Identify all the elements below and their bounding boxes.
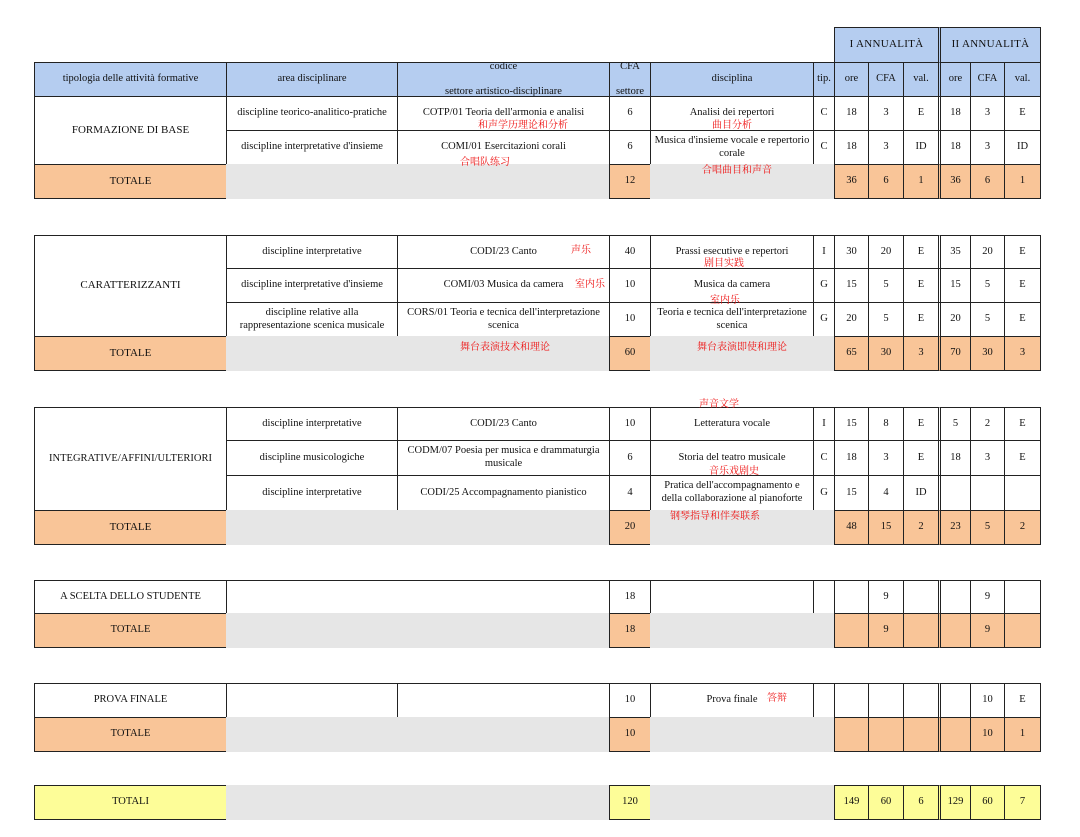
row-y2-ore: 18: [938, 440, 971, 476]
totale-y2-cfa: 9: [970, 613, 1005, 648]
codice-cell: COMI/03 Musica da camera: [397, 268, 610, 303]
totale-y2-ore: 70: [938, 336, 971, 371]
totale-filler: [650, 717, 835, 752]
totale-y2-val: 2: [1004, 510, 1041, 545]
totale-filler: [226, 613, 610, 648]
header-ore-y1: ore: [834, 62, 869, 97]
totale-y2-ore: 23: [938, 510, 971, 545]
totale-y2-cfa: 30: [970, 336, 1005, 371]
disciplina-cell: Prova finale: [650, 683, 814, 718]
header-codice: [397, 62, 610, 97]
chinese-annotation: 合唱队练习: [460, 157, 510, 168]
totale-y1-ore: 48: [834, 510, 869, 545]
header-codice-line1: codice: [489, 60, 518, 72]
row-y1-ore: 15: [834, 475, 869, 511]
totale-cfa: 12: [609, 164, 651, 199]
tip-cell: I: [813, 235, 835, 269]
row-y1-ore: 18: [834, 440, 869, 476]
totali-y2-val: 7: [1004, 785, 1041, 820]
row-y2-val: E: [1004, 302, 1041, 337]
empty-cell: [226, 580, 610, 614]
chinese-annotation: 和声学历理论和分析: [478, 120, 568, 131]
header-cfa-line1: CFA: [620, 60, 640, 72]
totale-filler: [650, 613, 835, 648]
totali-y1-cfa: 60: [868, 785, 904, 820]
chinese-annotation: 舞台表演技术和理论: [460, 342, 550, 353]
header-val-y2: val.: [1004, 62, 1041, 97]
totale-y2-cfa: 5: [970, 510, 1005, 545]
row-y1-val: E: [903, 407, 939, 441]
tip-cell: C: [813, 130, 835, 165]
codice-cell: COTP/01 Teoria dell'armonia e analisi: [397, 96, 610, 131]
row-y1-cfa: 5: [868, 268, 904, 303]
disciplina-cell: Teoria e tecnica dell'interpretazione scenica: [650, 302, 814, 337]
codice-cell: CODI/25 Accompagnamento pianistico: [397, 475, 610, 511]
row-y2-val: E: [1004, 235, 1041, 269]
area-cell: discipline interpretative: [226, 407, 398, 441]
chinese-annotation: 合唱曲目和声音: [702, 165, 772, 176]
row-y2-cfa: 5: [970, 302, 1005, 337]
totali-y2-ore: 129: [938, 785, 971, 820]
totale-y1-ore: [834, 613, 869, 648]
totale-y2-cfa: 10: [970, 717, 1005, 752]
area-cell: discipline relative alla rappresentazione scenica musicale: [226, 302, 398, 337]
section-title: PROVA FINALE: [34, 683, 227, 718]
row-y1-val: E: [903, 235, 939, 269]
row-y2-ore: 18: [938, 96, 971, 131]
totale-y1-cfa: 6: [868, 164, 904, 199]
chinese-annotation: 声音文学: [699, 399, 739, 410]
row-y2-cfa: 10: [970, 683, 1005, 718]
section-title: FORMAZIONE DI BASE: [34, 96, 227, 165]
totale-y2-val: 3: [1004, 336, 1041, 371]
totali-filler: [650, 785, 835, 820]
chinese-annotation: 剧目实践: [704, 258, 744, 269]
totale-label: TOTALE: [34, 336, 227, 371]
totali-cfa: 120: [609, 785, 651, 820]
row-y2-cfa: [970, 475, 1005, 511]
totali-y2-cfa: 60: [970, 785, 1005, 820]
totale-label: TOTALE: [34, 613, 227, 648]
empty-cell: [813, 580, 835, 614]
header-annualita-2: II ANNUALITÀ: [938, 27, 1041, 63]
row-y2-cfa: 3: [970, 96, 1005, 131]
row-y1-ore: 20: [834, 302, 869, 337]
area-cell: discipline teorico-analitico-pratiche: [226, 96, 398, 131]
header-cfa-line2: settore: [616, 85, 644, 97]
codice-cell: CODI/23 Canto: [397, 235, 610, 269]
cfa-settore-cell: 6: [609, 96, 651, 131]
header-val-y1: val.: [903, 62, 939, 97]
row-y1-val: ID: [903, 130, 939, 165]
section-title: INTEGRATIVE/AFFINI/ULTERIORI: [34, 407, 227, 511]
disciplina-cell: Musica d'insieme vocale e repertorio corale: [650, 130, 814, 165]
totale-y1-cfa: 15: [868, 510, 904, 545]
totale-y1-ore: 36: [834, 164, 869, 199]
header-cfa-y2: CFA: [970, 62, 1005, 97]
chinese-annotation: 室内乐: [575, 279, 605, 290]
totale-label: TOTALE: [34, 510, 227, 545]
row-y1-cfa: 9: [868, 580, 904, 614]
totale-y1-cfa: 9: [868, 613, 904, 648]
row-y1-cfa: 8: [868, 407, 904, 441]
totale-y2-val: [1004, 613, 1041, 648]
row-y2-cfa: 20: [970, 235, 1005, 269]
row-y1-ore: 15: [834, 407, 869, 441]
totale-y2-ore: [938, 717, 971, 752]
totale-filler: [226, 717, 610, 752]
cfa-settore-cell: 6: [609, 130, 651, 165]
totali-filler: [226, 785, 610, 820]
row-y2-val: E: [1004, 268, 1041, 303]
row-y2-val: ID: [1004, 130, 1041, 165]
row-y1-val: E: [903, 96, 939, 131]
header-area: area disciplinare: [226, 62, 398, 97]
totale-label: TOTALE: [34, 717, 227, 752]
header-ore-y2: ore: [938, 62, 971, 97]
row-y2-val: E: [1004, 407, 1041, 441]
row-y1-ore: [834, 683, 869, 718]
cfa-settore-cell: 10: [609, 407, 651, 441]
row-y2-val: [1004, 580, 1041, 614]
totale-y2-val: 1: [1004, 164, 1041, 199]
row-y1-cfa: 3: [868, 96, 904, 131]
chinese-annotation: 声乐: [571, 245, 591, 256]
tip-cell: G: [813, 302, 835, 337]
empty-cell: [397, 683, 610, 718]
chinese-annotation: 室内乐: [710, 295, 740, 306]
row-y2-cfa: 5: [970, 268, 1005, 303]
row-y1-ore: 18: [834, 130, 869, 165]
row-y2-val: E: [1004, 96, 1041, 131]
row-y1-ore: 18: [834, 96, 869, 131]
codice-cell: CORS/01 Teoria e tecnica dell'interpretazione scenica: [397, 302, 610, 337]
totale-y1-val: 3: [903, 336, 939, 371]
area-cell: discipline interpretative: [226, 235, 398, 269]
cfa-settore-cell: 10: [609, 302, 651, 337]
row-y2-val: E: [1004, 683, 1041, 718]
row-y1-cfa: 20: [868, 235, 904, 269]
header-tipologia: tipologia delle attività formative: [34, 62, 227, 97]
totale-y2-ore: [938, 613, 971, 648]
row-y1-cfa: 3: [868, 440, 904, 476]
totali-y1-val: 6: [903, 785, 939, 820]
cfa-settore-cell: 10: [609, 268, 651, 303]
row-y1-ore: 30: [834, 235, 869, 269]
row-y1-ore: [834, 580, 869, 614]
totale-filler: [226, 510, 610, 545]
row-y2-cfa: 3: [970, 130, 1005, 165]
chinese-annotation: 音乐戏剧史: [709, 466, 759, 477]
row-y1-cfa: 5: [868, 302, 904, 337]
section-title: CARATTERIZZANTI: [34, 235, 227, 337]
header-cfa-settore: [609, 62, 651, 97]
tip-cell: C: [813, 440, 835, 476]
row-y2-val: E: [1004, 440, 1041, 476]
totale-y1-cfa: [868, 717, 904, 752]
header-disciplina: disciplina: [650, 62, 814, 97]
chinese-annotation: 曲目分析: [712, 120, 752, 131]
codice-cell: CODM/07 Poesia per musica e drammaturgia musicale: [397, 440, 610, 476]
totale-y1-val: 1: [903, 164, 939, 199]
codice-cell: CODI/23 Canto: [397, 407, 610, 441]
chinese-annotation: 钢琴指导和伴奏联系: [670, 511, 760, 522]
totale-y1-ore: [834, 717, 869, 752]
totale-y1-val: [903, 717, 939, 752]
header-tip: tip.: [813, 62, 835, 97]
totale-filler: [226, 336, 610, 371]
area-cell: discipline interpretative d'insieme: [226, 130, 398, 165]
row-y1-ore: 15: [834, 268, 869, 303]
row-y1-val: E: [903, 440, 939, 476]
area-cell: discipline musicologiche: [226, 440, 398, 476]
tip-cell: C: [813, 96, 835, 131]
totale-y1-val: [903, 613, 939, 648]
totale-y2-ore: 36: [938, 164, 971, 199]
area-cell: discipline interpretative d'insieme: [226, 268, 398, 303]
totali-y1-ore: 149: [834, 785, 869, 820]
row-y2-ore: 35: [938, 235, 971, 269]
row-y2-ore: [938, 475, 971, 511]
row-y1-cfa: 3: [868, 130, 904, 165]
row-y2-ore: [938, 580, 971, 614]
totale-cfa: 20: [609, 510, 651, 545]
totali-label: TOTALI: [34, 785, 227, 820]
section-title: A SCELTA DELLO STUDENTE: [34, 580, 227, 614]
totale-filler: [226, 164, 610, 199]
empty-cell: [813, 683, 835, 718]
row-y2-cfa: 9: [970, 580, 1005, 614]
chinese-annotation: 舞台表演即使和理论: [697, 342, 787, 353]
cfa-settore-cell: 6: [609, 440, 651, 476]
row-y1-val: E: [903, 302, 939, 337]
header-codice-line2: settore artistico-disciplinare: [445, 85, 562, 97]
row-y2-cfa: 2: [970, 407, 1005, 441]
disciplina-cell: Storia del teatro musicale: [650, 440, 814, 476]
row-y2-ore: 15: [938, 268, 971, 303]
disciplina-cell: Prassi esecutive e repertori: [650, 235, 814, 269]
row-y1-val: [903, 580, 939, 614]
totale-y1-ore: 65: [834, 336, 869, 371]
row-y2-ore: [938, 683, 971, 718]
totale-y1-cfa: 30: [868, 336, 904, 371]
row-y1-cfa: 4: [868, 475, 904, 511]
area-cell: discipline interpretative: [226, 475, 398, 511]
cfa-settore-cell: 10: [609, 683, 651, 718]
cfa-settore-cell: 18: [609, 580, 651, 614]
row-y1-val: ID: [903, 475, 939, 511]
row-y2-ore: 5: [938, 407, 971, 441]
empty-cell: [226, 683, 398, 718]
tip-cell: G: [813, 268, 835, 303]
row-y1-val: E: [903, 268, 939, 303]
totale-cfa: 60: [609, 336, 651, 371]
disciplina-cell: Letteratura vocale: [650, 407, 814, 441]
totale-y2-cfa: 6: [970, 164, 1005, 199]
totale-y1-val: 2: [903, 510, 939, 545]
chinese-annotation: 答辩: [767, 693, 787, 704]
disciplina-cell: Musica da camera: [650, 268, 814, 303]
disciplina-cell: Analisi dei repertori: [650, 96, 814, 131]
cfa-settore-cell: 40: [609, 235, 651, 269]
header-cfa-y1: CFA: [868, 62, 904, 97]
empty-cell: [650, 580, 814, 614]
row-y1-val: [903, 683, 939, 718]
totale-y2-val: 1: [1004, 717, 1041, 752]
totale-cfa: 10: [609, 717, 651, 752]
codice-cell: COMI/01 Esercitazioni corali: [397, 130, 610, 165]
row-y1-cfa: [868, 683, 904, 718]
row-y2-cfa: 3: [970, 440, 1005, 476]
totale-label: TOTALE: [34, 164, 227, 199]
row-y2-ore: 20: [938, 302, 971, 337]
row-y2-val: [1004, 475, 1041, 511]
totale-cfa: 18: [609, 613, 651, 648]
tip-cell: G: [813, 475, 835, 511]
header-annualita-1: I ANNUALITÀ: [834, 27, 939, 63]
row-y2-ore: 18: [938, 130, 971, 165]
tip-cell: I: [813, 407, 835, 441]
cfa-settore-cell: 4: [609, 475, 651, 511]
disciplina-cell: Pratica dell'accompagnamento e della collaborazione al pianoforte: [650, 475, 814, 511]
